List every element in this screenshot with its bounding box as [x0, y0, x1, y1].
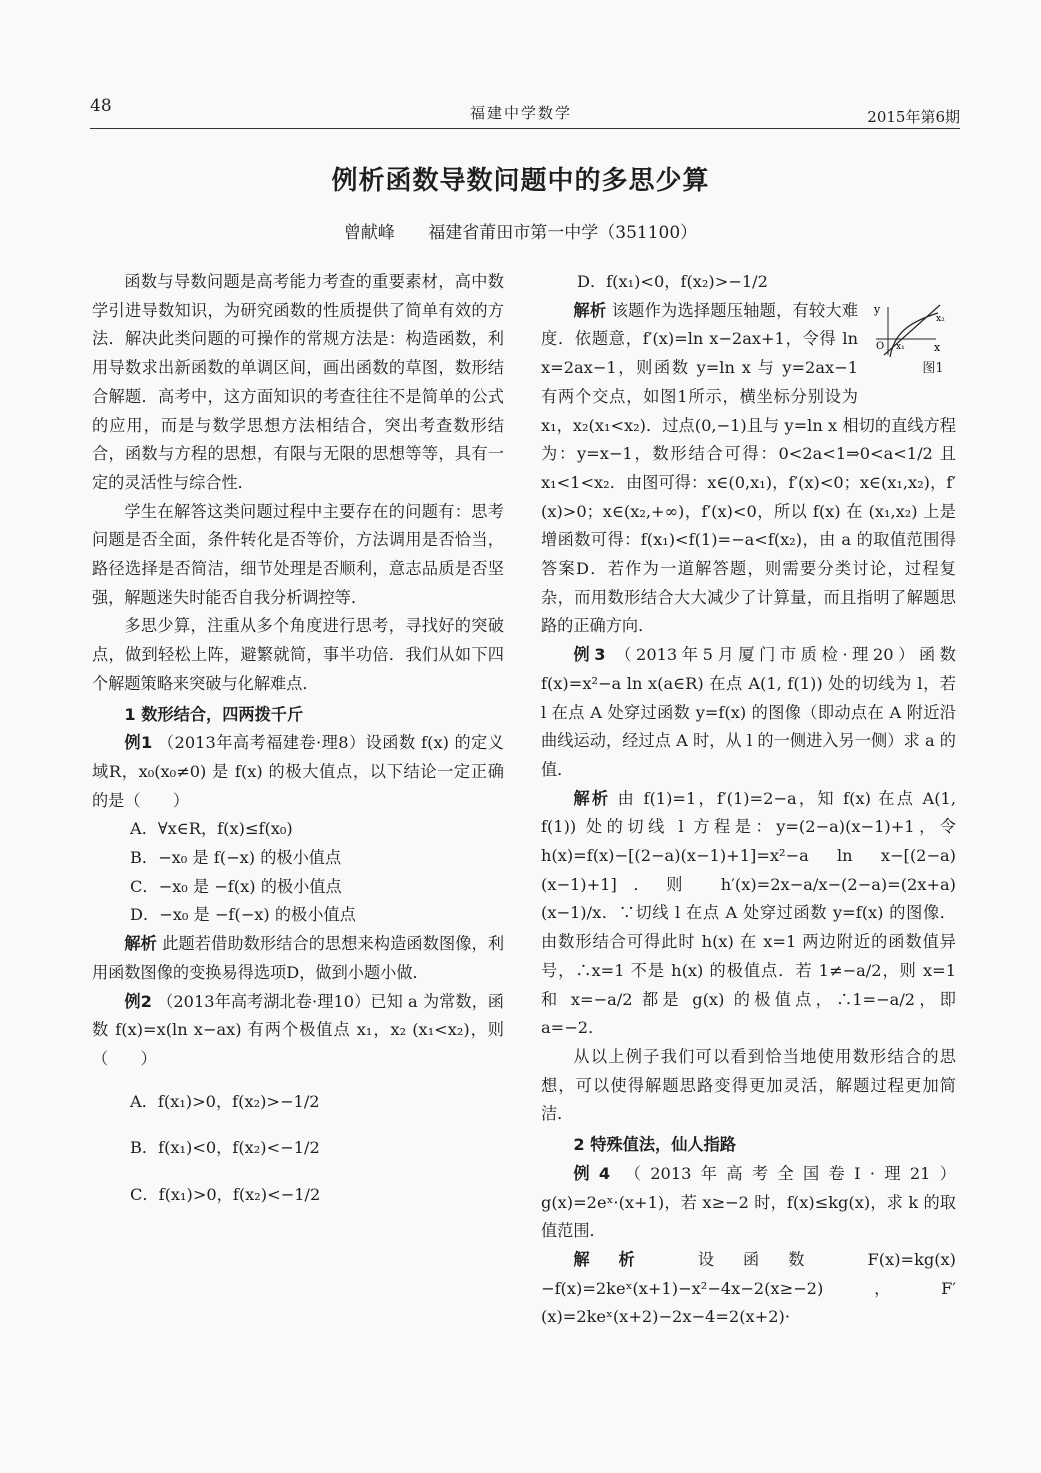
- option-b: B．f(x₁)<0，f(x₂)<−1/2: [130, 1138, 320, 1158]
- intro-paragraph-3: 多思少算，注重从多个角度进行思考，寻找好的突破点，做到轻松上阵，避繁就简，事半功倍．我们从如下四个解题策略来突破与化解难点．: [92, 616, 504, 693]
- example-3: [541, 641, 956, 785]
- affiliation: 福建省莆田市第一中学（351100）: [428, 223, 698, 243]
- intro-paragraph-1: 函数与导数问题是高考能力考查的重要素材，高中数学引进导数知识，为研究函数的性质提供了简单有效的方法．解决此类问题的可操作的常规方法是：构造函数，利用导数求出新函数的单调区间，画出函数的草图，数形结合解题．高考中，这方面知识的考查往往不是简单的公式的应用，而是与数学思想方法相结合，突出考查数形结合，函数与方程的思想，有限与无限的思想等等，具有一定的灵活性与综合性．: [92, 272, 504, 492]
- option-c: C．−x₀ 是 −f(x) 的极小值点: [130, 876, 342, 896]
- article-title: 例析函数导数问题中的多思少算: [331, 166, 710, 196]
- section-heading-1: 1 数形结合，四两拨千斤: [124, 704, 304, 724]
- example-label: 例4: [573, 1163, 611, 1183]
- solution-1: [92, 930, 504, 987]
- example-text: （2013年高考福建卷·理8）设函数 f(x) 的定义域R，x₀(x₀≠0) 是 f(x) 的极大值点，以下结论一定正确的是（ ）: [92, 733, 504, 810]
- right-column: [541, 268, 956, 1332]
- solution-label: 解析: [124, 934, 157, 954]
- example-label: 例1: [124, 733, 153, 753]
- solution-text: 设函数 F(x)=kg(x)−f(x)=2keˣ(x+1)−x²−4x−2(x≥−2)，F′(x)=2keˣ(x+2)−2x−4=2(x+2)·: [541, 1249, 956, 1327]
- axis-label-y: y: [874, 302, 881, 316]
- option-d: D．f(x₁)<0，f(x₂)>−1/2: [577, 272, 768, 291]
- x2-label: x₂: [936, 313, 945, 324]
- example-label: 例3: [573, 645, 606, 665]
- secant-line: [884, 305, 940, 355]
- example-1: [92, 729, 504, 815]
- option-a: A．∀x∈R，f(x)≤f(x₀): [130, 819, 293, 839]
- example-text: （2013年5月厦门市质检·理20）函数 f(x)=x²−a ln x(a∈R) 在点 A(1, f(1)) 处的切线为 l，若 l 在点 A 处穿过函数 y=f(x) 的图像（即动点在 A 附近沿曲线运动，经过点 A 时，从 l 的一侧进入另一侧）求 a 的值．: [541, 645, 956, 779]
- intro-paragraph-2: 学生在解答这类问题过程中主要存在的问题有：思考问题是否全面，条件转化是否等价，方法调用是否恰当，路径选择是否简洁，细节处理是否顺利，意志品质是否坚强，解题迷失时能否自我分析调控等．: [92, 501, 504, 607]
- solution-4: [541, 1246, 956, 1332]
- left-column: [92, 268, 504, 1210]
- byline: [0, 218, 1041, 243]
- x1-label: x₁: [896, 341, 905, 352]
- example-4: [541, 1160, 956, 1246]
- example-2: [92, 988, 504, 1074]
- conclusion-paragraph: 从以上例子我们可以看到恰当地使用数形结合的思想，可以使得解题思路变得更加灵活，解题过程更加简洁．: [541, 1046, 956, 1124]
- journal-name: 福建中学数学: [470, 104, 573, 122]
- origin-label: O: [876, 340, 885, 352]
- solution-3: [541, 785, 956, 1043]
- solution-text: 该题作为选择题压轴题，有较大难度．依题意，f′(x)=ln x−2ax+1，令得 ln x=2ax−1，则函数 y=ln x 与 y=2ax−1 有两个交点，如图1所示，横坐标分别设为 x₁，x₂(x₁<x₂)．过点(0,−1)且与 y=ln x 相切的直线方程为：y=x−1，数形结合可得：0<2a<1⇒0<a<1/2 且 x₁<1<x₂．由图可得：x∈(0,x₁)，f′(x)<0；x∈(x₁,x₂)，f′(x)>0；x∈(x₂,+∞)，f′(x)<0，所以 f(x) 在 (x₁,x₂) 上是增函数可得：f(x₁)<f(1)=−a<f(x₂)，由 a 的取值范围得答案D．若作为一道解答题，则需要分类讨论，过程复杂，而用数形结合大大减少了计算量，而且指明了解题思路的正确方向．: [541, 300, 956, 636]
- figure-caption: 图1: [922, 360, 944, 376]
- solution-label: 解析: [573, 788, 611, 808]
- solution-text: 此题若借助数形结合的思想来构造函数图像，利用函数图像的变换易得选项D，做到小题小做．: [92, 934, 505, 982]
- author-name: 曾献峰: [343, 223, 395, 243]
- solution-2: [541, 297, 956, 641]
- figure-1-graph: [866, 299, 956, 359]
- solution-label: 解析: [573, 300, 607, 320]
- option-a: A．f(x₁)>0，f(x₂)>−1/2: [130, 1091, 320, 1111]
- axis-label-x: x: [934, 340, 941, 354]
- solution-text: 由 f(1)=1，f′(1)=2−a，知 f(x) 在点 A(1, f(1)) 处的切线 l 方程是：y=(2−a)(x−1)+1，令 h(x)=f(x)−[(2−a)(x−1)+1]=x²−a ln x−[(2−a)(x−1)+1]．则 h′(x)=2x−a/x−(2−a)=(2x+a)(x−1)/x．∵切线 l 在点 A 处穿过函数 y=f(x) 的图像．由数形结合可得此时 h(x) 在 x=1 两边附近的函数值异号，∴x=1 不是 h(x) 的极值点．若 1≠−a/2，则 x=1 和 x=−a/2 都是 g(x) 的极值点，∴1=−a/2，即 a=−2．: [541, 788, 956, 1038]
- option-c: C．f(x₁)>0，f(x₂)<−1/2: [130, 1185, 321, 1205]
- solution-label: 解析: [573, 1249, 664, 1269]
- example-text: （2013年高考湖北卷·理10）已知 a 为常数，函数 f(x)=x(ln x−ax) 有两个极值点 x₁，x₂ (x₁<x₂)，则（ ）: [92, 991, 504, 1068]
- example-label: 例2: [124, 991, 152, 1011]
- issue-label: 2015年第6期: [867, 108, 960, 126]
- option-b: B．−x₀ 是 f(−x) 的极小值点: [130, 848, 342, 868]
- figure-1: [866, 299, 956, 385]
- section-heading-2: 2 特殊值法，仙人指路: [573, 1135, 736, 1155]
- running-header: [90, 94, 960, 129]
- example-text: （2013年高考全国卷Ⅰ·理21）g(x)=2eˣ·(x+1)，若 x≥−2 时，f(x)≤kg(x)，求 k 的取值范围．: [541, 1163, 956, 1241]
- option-d: D．−x₀ 是 −f(−x) 的极小值点: [130, 905, 356, 925]
- page-number: 48: [90, 96, 112, 116]
